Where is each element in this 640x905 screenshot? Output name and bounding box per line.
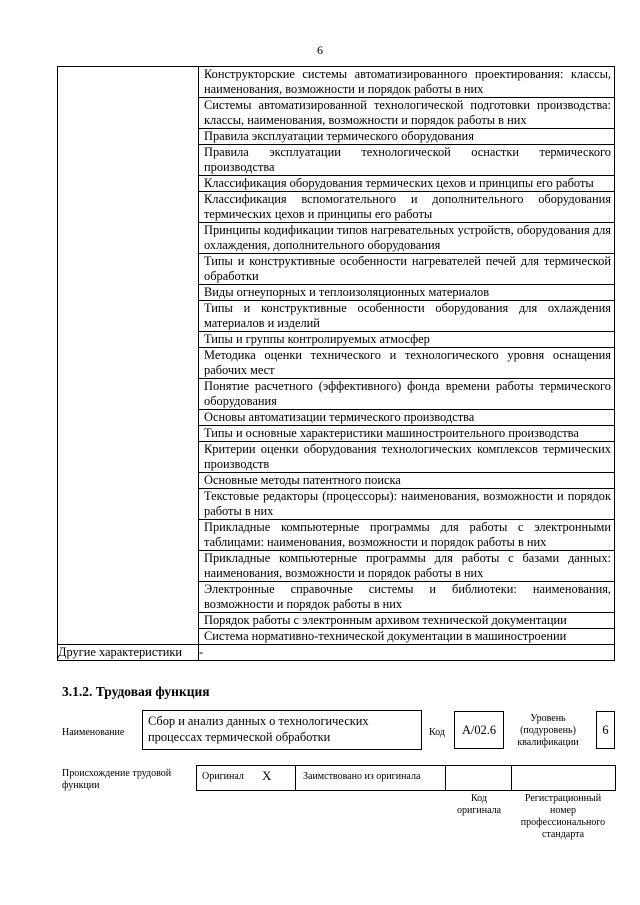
code-value: А/02.6 — [461, 723, 497, 737]
level-label: Уровень (подуровень) квалификации — [517, 713, 579, 748]
name-label: Наименование — [62, 727, 125, 738]
knowledge-table — [57, 66, 615, 661]
borrowed-label: Заимствовано из оригинала — [303, 771, 421, 782]
other-row — [58, 645, 615, 661]
name-value: Сбор и анализ данных о технологических процессах термической обработки — [148, 714, 369, 744]
code-box — [454, 711, 504, 749]
knowledge-item: Порядок работы с электронным архивом технической документации — [199, 613, 614, 629]
original-label: Оригинал — [202, 771, 244, 782]
knowledge-item: Правила эксплуатации технологической оснастки термического производства — [199, 145, 614, 176]
code-label: Код — [429, 727, 445, 738]
knowledge-item: Прикладные компьютерные программы для работы с базами данных: наименования, возможности и порядок работы в них — [199, 551, 614, 582]
knowledge-item: Типы и группы контролируемых атмосфер — [199, 332, 614, 348]
page-number: 6 — [317, 43, 323, 57]
knowledge-item: Принципы кодификации типов нагревательных устройств, оборудования для охлаждения, дополнительного оборудования — [199, 223, 614, 254]
level-value: 6 — [602, 723, 609, 737]
knowledge-item: Виды огнеупорных и теплоизоляционных материалов — [199, 285, 614, 301]
knowledge-item: Электронные справочные системы и библиотеки: наименования, возможности и порядок работы в них — [199, 582, 614, 613]
origin-divider — [445, 765, 446, 791]
knowledge-item: Прикладные компьютерные программы для работы с электронными таблицами: наименования, возможности и порядок работы в них — [199, 520, 614, 551]
origin-divider — [295, 765, 296, 791]
knowledge-item: Основы автоматизации термического производства — [199, 410, 614, 426]
knowledge-item: Конструкторские системы автоматизированного проектирования: классы, наименования, возможности и порядок работы в них — [199, 67, 614, 98]
code-original-caption: Код оригинала — [456, 793, 502, 816]
section-heading: 3.1.2. Трудовая функция — [62, 684, 210, 699]
knowledge-item: Методика оценки технического и технологического уровня оснащения рабочих мест — [199, 348, 614, 379]
knowledge-list-cell — [199, 67, 615, 645]
knowledge-item: Система нормативно-технической документации в машиностроении — [204, 629, 567, 643]
knowledge-item: Классификация вспомогательного и дополнительного оборудования термических цехов и принципы его работы — [199, 192, 614, 223]
knowledge-item: Типы и конструктивные особенности нагревателей печей для термической обработки — [199, 254, 614, 285]
name-box — [142, 710, 422, 750]
level-box — [596, 711, 615, 749]
knowledge-item: Критерии оценки оборудования технологических комплексов термических производств — [199, 442, 614, 473]
knowledge-item: Текстовые редакторы (процессоры): наименования, возможности и порядок работы в них — [199, 489, 614, 520]
knowledge-item: Понятие расчетного (эффективного) фонда времени работы термического оборудования — [199, 379, 614, 410]
knowledge-item: Системы автоматизированной технологической подготовки производства: классы, наименования, возможности и порядок работы в них — [199, 98, 614, 129]
other-characteristics-value: - — [199, 645, 615, 661]
knowledge-row — [58, 67, 615, 645]
knowledge-label-cell — [58, 67, 199, 645]
knowledge-item: Типы и основные характеристики машиностроительного производства — [199, 426, 614, 442]
origin-label: Происхождение трудовой функции — [62, 768, 172, 791]
original-mark: X — [262, 768, 272, 783]
other-characteristics-label: Другие характеристики — [58, 645, 199, 661]
knowledge-item: Классификация оборудования термических цехов и принципы его работы — [199, 176, 614, 192]
knowledge-item: Основные методы патентного поиска — [199, 473, 614, 489]
reg-number-caption: Регистрационный номер профессионального стандарта — [520, 793, 606, 840]
origin-divider — [511, 765, 512, 791]
knowledge-item: Типы и конструктивные особенности оборудования для охлаждения материалов и изделий — [199, 301, 614, 332]
knowledge-item: Правила эксплуатации термического оборудования — [199, 129, 614, 145]
